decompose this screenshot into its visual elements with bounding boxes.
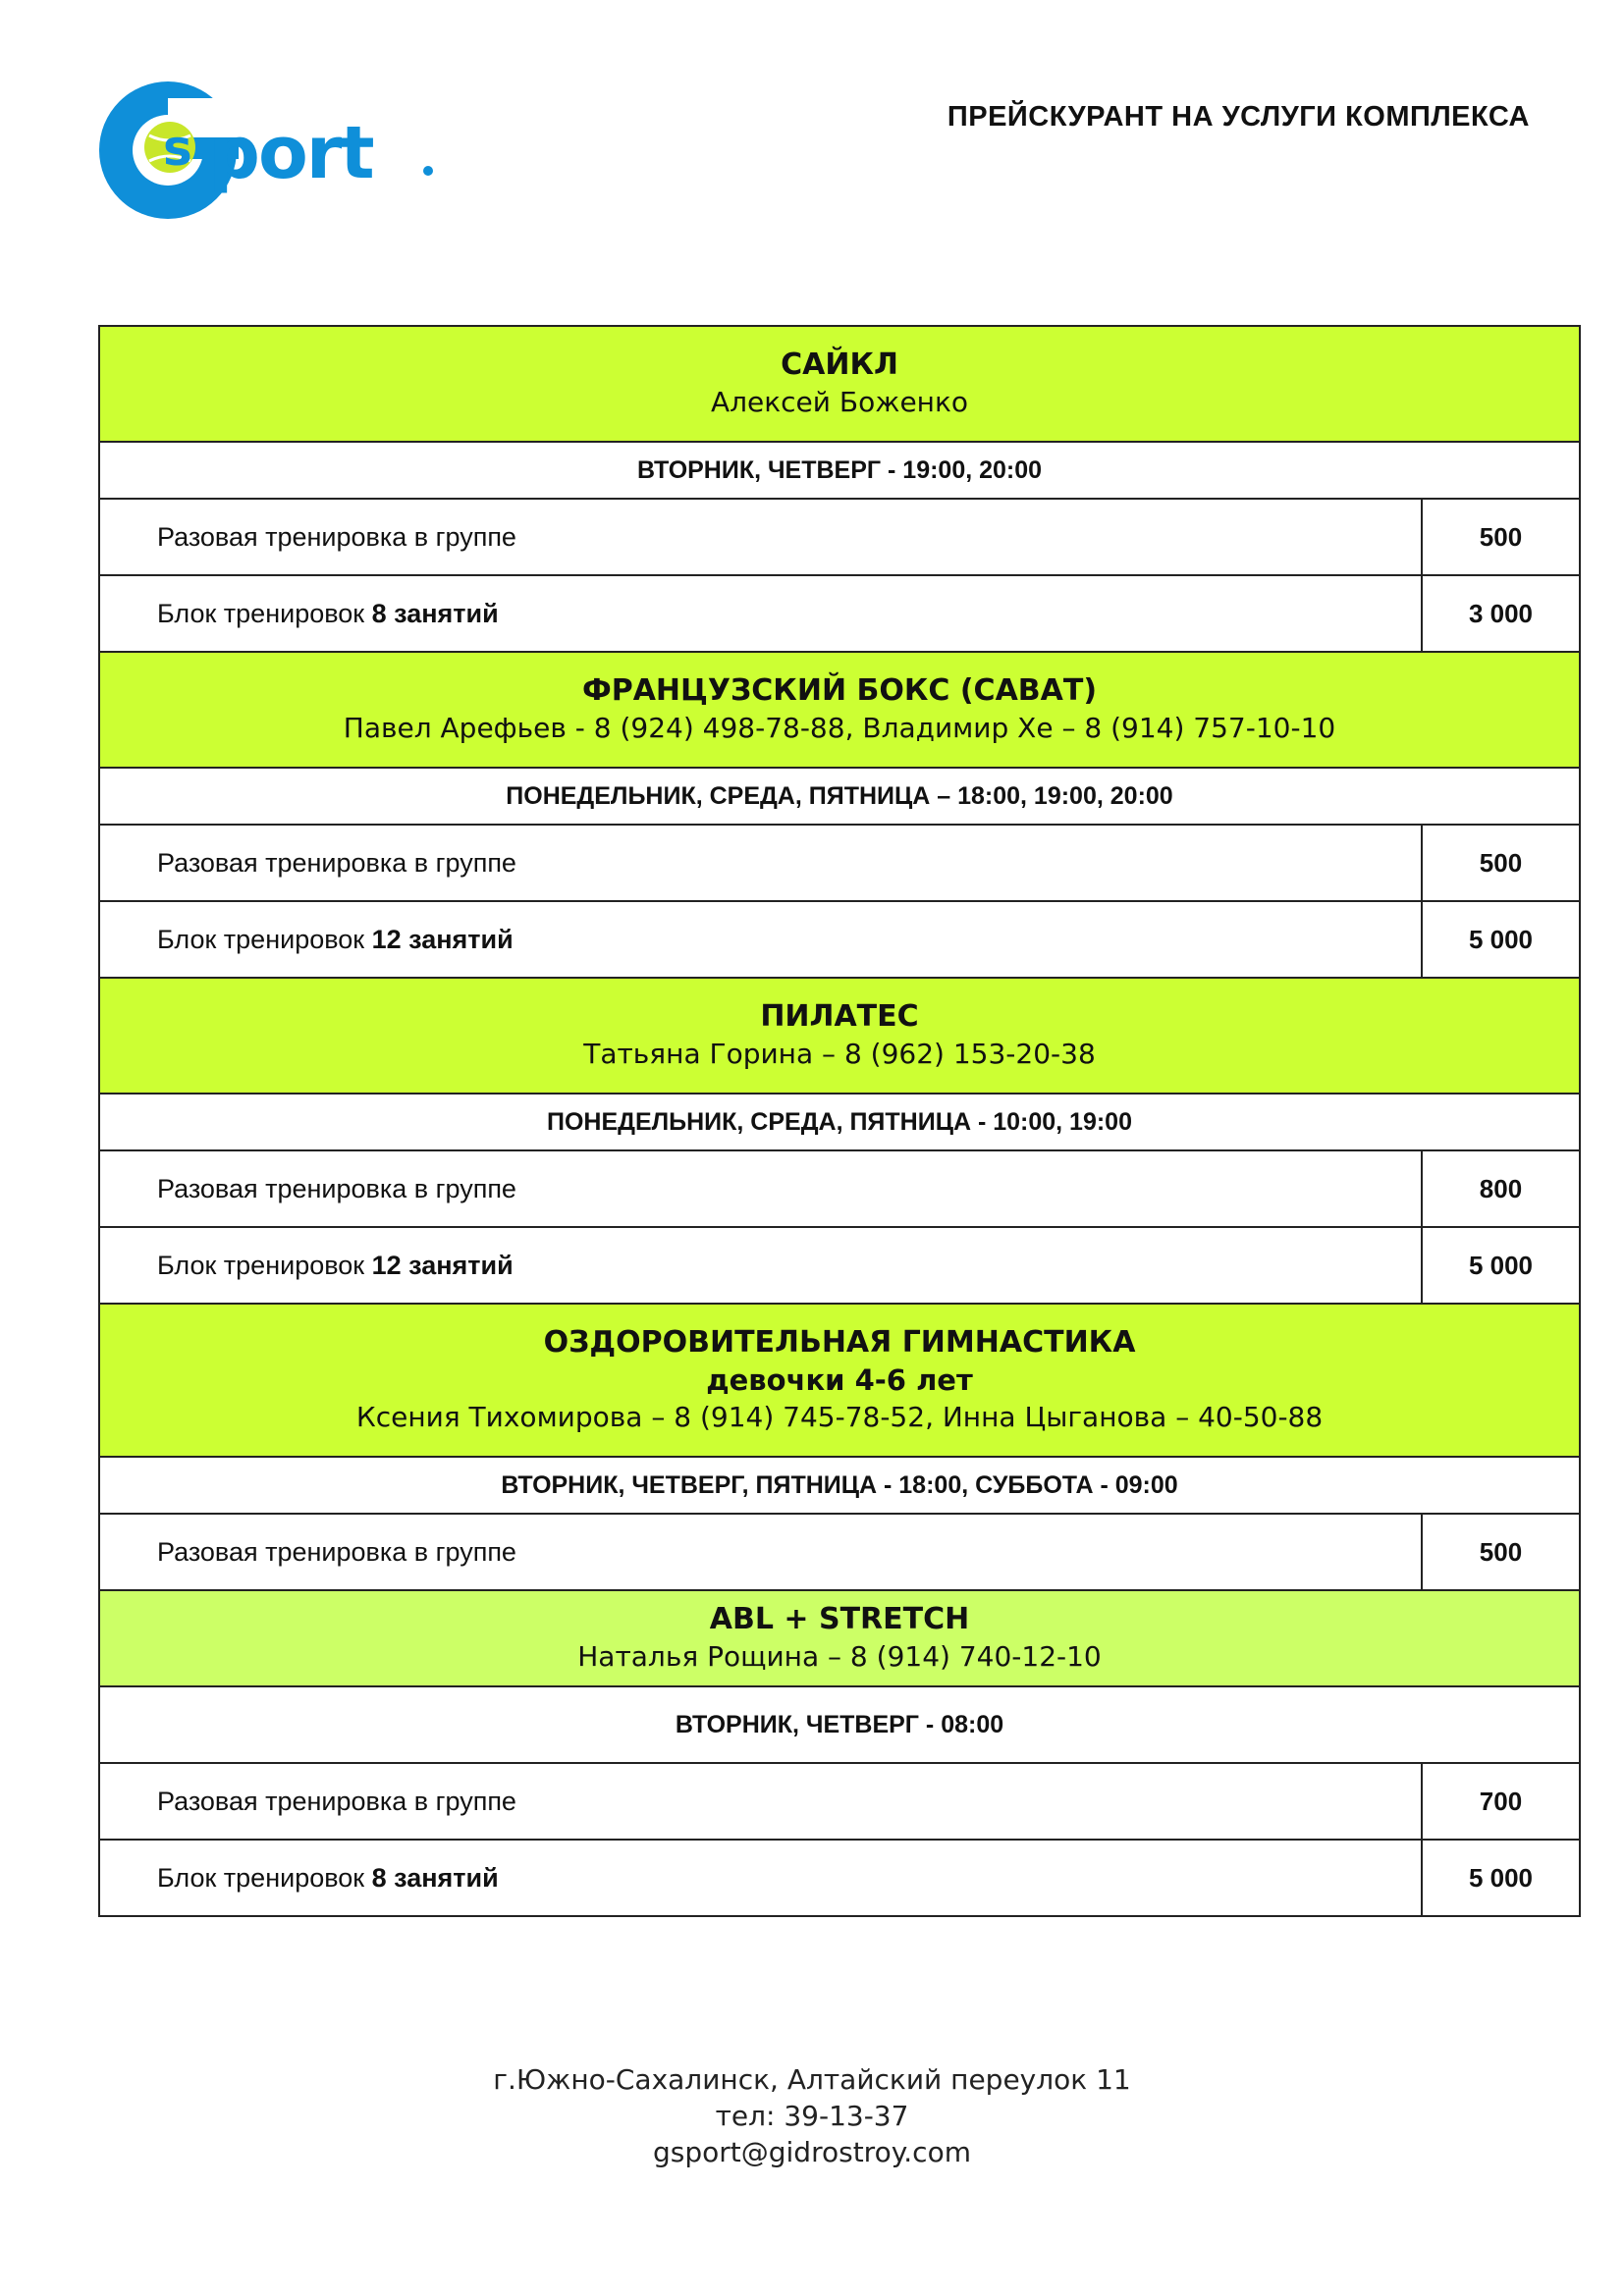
section-schedule: ПОНЕДЕЛЬНИК, СРЕДА, ПЯТНИЦА – 18:00, 19:00, 20:00 [99,768,1580,825]
service-name: Разовая тренировка в группе [99,1514,1422,1590]
section-coach: Татьяна Горина – 8 (962) 153-20-38 [583,1038,1096,1070]
section-title: ABL + STRETCH [709,1602,970,1636]
price-row [99,499,1580,575]
service-price: 500 [1422,1514,1580,1590]
section-header [99,326,1580,442]
price-row [99,575,1580,652]
section-title: ФРАНЦУЗСКИЙ БОКС (САВАТ) [581,673,1098,708]
service-name: Разовая тренировка в группе [99,1763,1422,1840]
footer-contacts [0,2061,1624,2170]
service-name: Разовая тренировка в группе [99,825,1422,901]
section-coach: Алексей Боженко [710,386,969,418]
price-row [99,1150,1580,1227]
service-price: 3 000 [1422,575,1580,652]
section-header [99,1590,1580,1686]
page-title: ПРЕЙСКУРАНТ НА УСЛУГИ КОМПЛЕКСА [947,101,1530,133]
section-header [99,1304,1580,1457]
svg-text:s: s [163,120,192,177]
section-schedule: ПОНЕДЕЛЬНИК, СРЕДА, ПЯТНИЦА - 10:00, 19:00 [99,1094,1580,1150]
service-price: 5 000 [1422,1840,1580,1916]
section-coach: Ксения Тихомирова – 8 (914) 745-78-52, Инна Цыганова – 40-50-88 [355,1401,1324,1433]
section-title: САЙКЛ [781,347,898,382]
gsport-logo-icon [94,77,448,224]
service-name: Блок тренировок 8 занятий [99,1840,1422,1916]
price-row [99,901,1580,978]
gsport-logo [94,77,448,224]
section-subtitle: девочки 4-6 лет [706,1363,973,1397]
service-price: 800 [1422,1150,1580,1227]
section-coach: Павел Арефьев - 8 (924) 498-78-88, Владимир Хе – 8 (914) 757-10-10 [343,712,1336,744]
svg-text:port: port [208,111,373,195]
price-row [99,1763,1580,1840]
section-schedule: ВТОРНИК, ЧЕТВЕРГ - 08:00 [99,1686,1580,1763]
section-schedule: ВТОРНИК, ЧЕТВЕРГ, ПЯТНИЦА - 18:00, СУББОТА - 09:00 [99,1457,1580,1514]
section-header [99,652,1580,768]
price-row [99,1514,1580,1590]
footer-phone: тел: 39-13-37 [715,2100,909,2132]
section-title: ПИЛАТЕС [760,999,919,1034]
section-header [99,978,1580,1094]
service-price: 700 [1422,1763,1580,1840]
section-schedule: ВТОРНИК, ЧЕТВЕРГ - 19:00, 20:00 [99,442,1580,499]
service-name: Блок тренировок 12 занятий [99,1227,1422,1304]
service-name: Разовая тренировка в группе [99,1150,1422,1227]
section-title: ОЗДОРОВИТЕЛЬНАЯ ГИМНАСТИКА [543,1325,1136,1360]
price-table [98,325,1581,1917]
price-row [99,1227,1580,1304]
service-name: Разовая тренировка в группе [99,499,1422,575]
service-name: Блок тренировок 12 занятий [99,901,1422,978]
service-price: 5 000 [1422,901,1580,978]
price-row [99,1840,1580,1916]
service-price: 500 [1422,825,1580,901]
service-price: 500 [1422,499,1580,575]
service-price: 5 000 [1422,1227,1580,1304]
section-coach: Наталья Рощина – 8 (914) 740-12-10 [577,1640,1102,1673]
footer-email[interactable]: gsport@gidrostroy.com [653,2136,971,2168]
price-row [99,825,1580,901]
footer-address: г.Южно-Сахалинск, Алтайский переулок 11 [493,2063,1131,2096]
service-name: Блок тренировок 8 занятий [99,575,1422,652]
